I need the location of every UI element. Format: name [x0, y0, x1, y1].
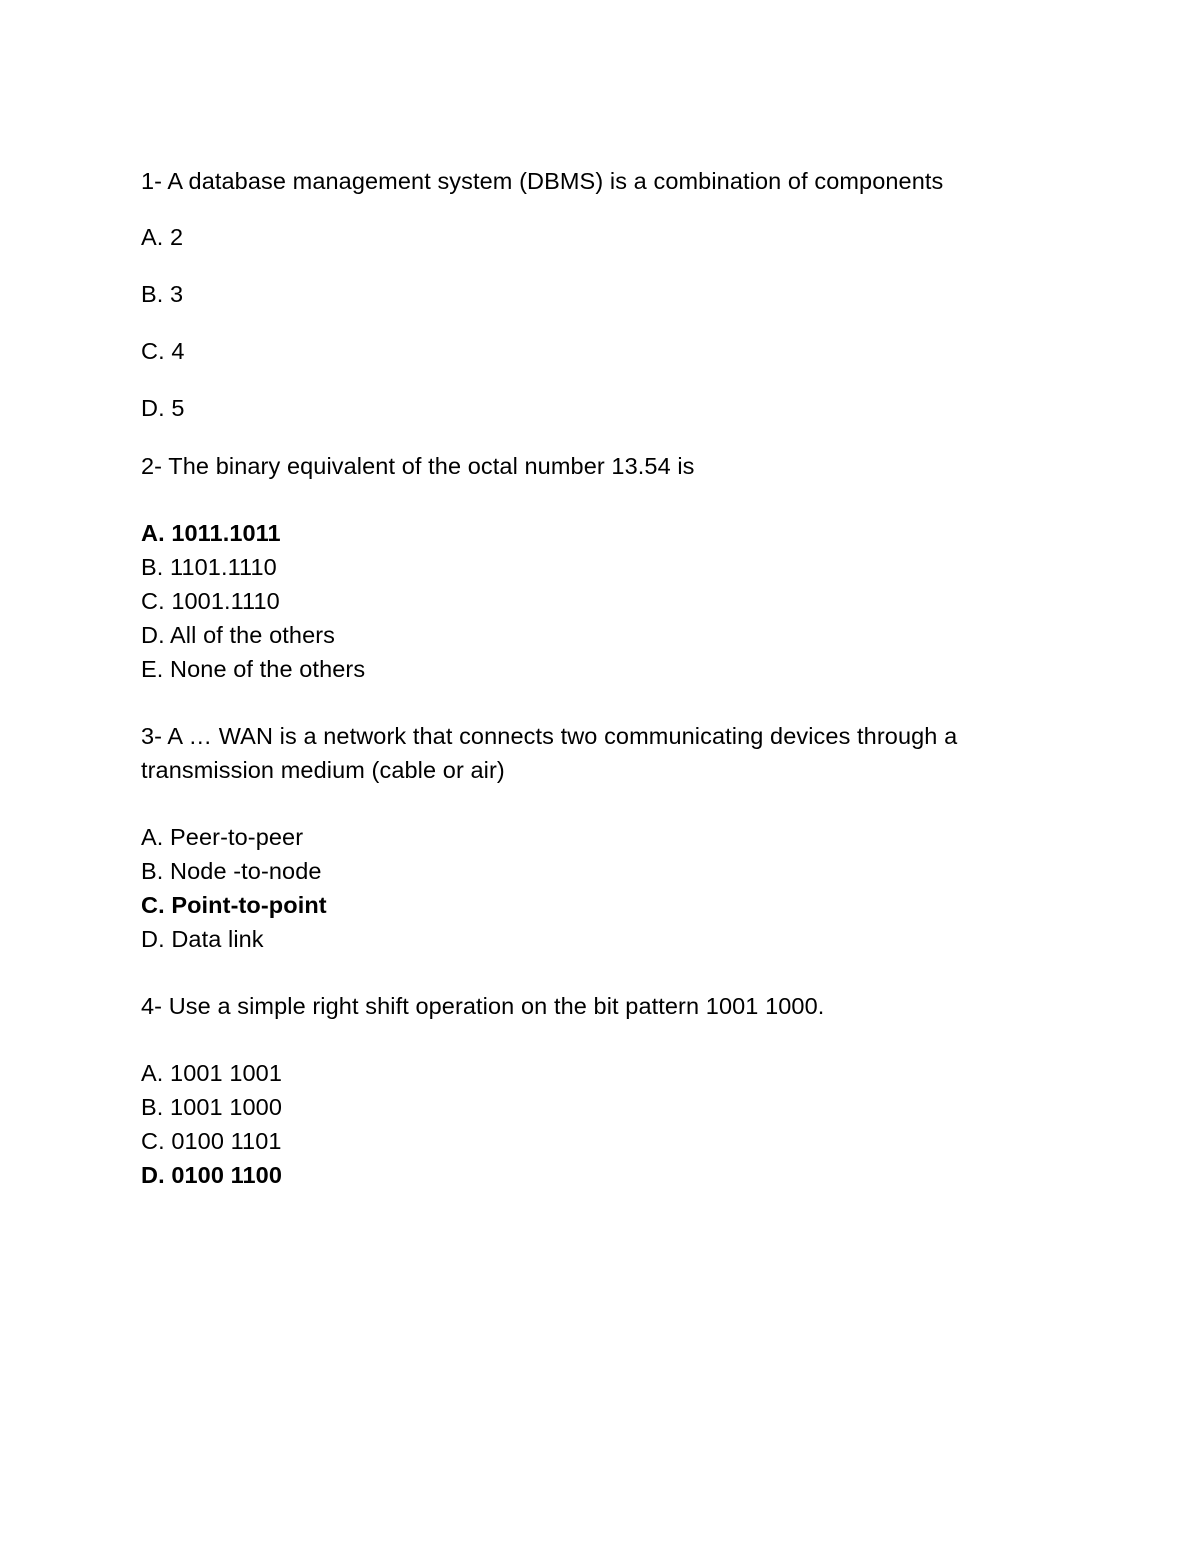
question-3-option-a: A. Peer-to-peer [141, 824, 304, 850]
question-4-stem: 4- Use a simple right shift operation on the bit pattern 1001 1000. [141, 993, 825, 1019]
question-1-option-d: D. 5 [141, 395, 185, 421]
question-4-option-a: A. 1001 1001 [141, 1060, 283, 1086]
question-4-option-b: B. 1001 1000 [141, 1094, 283, 1120]
question-4-option-c: C. 0100 1101 [141, 1128, 282, 1154]
question-2-option-b: B. 1101.1110 [141, 554, 277, 580]
question-2-option-a-answer: A. 1011.1011 [141, 520, 281, 546]
question-1-stem: 1- A database management system (DBMS) is a combination of components [141, 168, 944, 194]
question-3-stem-line-1: 3- A … WAN is a network that connects two communicating devices through a [141, 723, 958, 749]
question-2-stem: 2- The binary equivalent of the octal number 13.54 is [141, 453, 695, 479]
question-1-option-b: B. 3 [141, 281, 184, 307]
question-1-option-a: A. 2 [141, 224, 184, 250]
question-3-option-b: B. Node -to-node [141, 858, 322, 884]
question-3-stem-line-2: transmission medium (cable or air) [141, 757, 505, 783]
question-4-option-d-answer: D. 0100 1100 [141, 1162, 283, 1188]
question-3-option-c-answer: C. Point-to-point [141, 892, 327, 918]
question-2-option-d: D. All of the others [141, 622, 336, 648]
question-1-option-c: C. 4 [141, 338, 185, 364]
question-2-option-e: E. None of the others [141, 656, 366, 682]
question-3-option-d: D. Data link [141, 926, 264, 952]
question-2-option-c: C. 1001.1110 [141, 588, 280, 614]
